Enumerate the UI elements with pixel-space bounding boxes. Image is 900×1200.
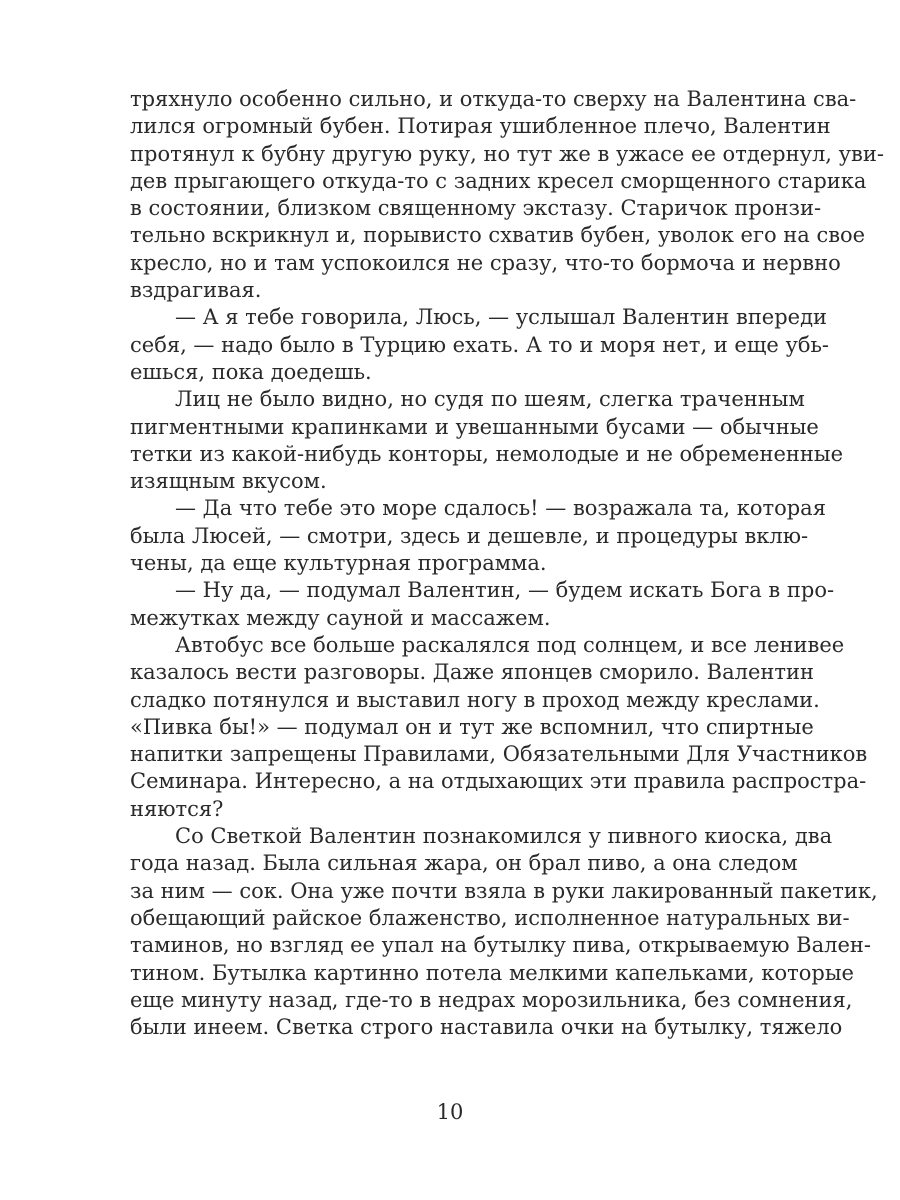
text-line: тельно вскрикнул и, порывисто схватив бубен, уволок его на свое — [130, 223, 866, 248]
text-line: дев прыгающего откуда-то с задних кресел сморщенного старика — [130, 168, 867, 193]
text-line: — Ну да, — подумал Валентин, — будем искать Бога в про- — [175, 578, 835, 603]
text-line: сладко потянулся и выставил ногу в проход между креслами. — [130, 687, 820, 712]
text-line: напитки запрещены Правилами, Обязательными Для Участников — [130, 742, 868, 767]
text-line: была Люсей, — смотри, здесь и дешевле, и процедуры вклю- — [130, 523, 809, 548]
paragraph — [130, 495, 826, 577]
text-line: тетки из какой-нибудь конторы, немолодые и не обремененные — [130, 441, 844, 466]
text-line: тином. Бутылка картинно потела мелкими капельками, которые — [130, 960, 854, 985]
text-line: «Пивка бы!» — подумал он и тут же вспомнил, что спиртные — [130, 714, 814, 739]
paragraph — [130, 823, 878, 1041]
text-line: протянул к бубну другую руку, но тут же в ужасе ее отдернул, уви- — [130, 141, 884, 166]
text-line: — А я тебе говорила, Люсь, — услышал Валентин впереди — [175, 305, 828, 330]
text-line: межутках между сауной и массажем. — [130, 605, 551, 630]
paragraph — [130, 577, 835, 632]
text-line: чены, да еще культурная программа. — [130, 551, 547, 576]
text-line: Автобус все больше раскалялся под солнцем, и все ленивее — [175, 632, 845, 657]
text-line: обещающий райское блаженство, исполненное натуральных ви- — [130, 905, 850, 930]
text-line: тряхнуло особенно сильно, и откуда-то сверху на Валентина сва- — [130, 87, 857, 111]
text-line: таминов, но взгляд ее упал на бутылку пива, открываемую Вален- — [130, 933, 871, 958]
text-line: были инеем. Светка строго наставила очки на бутылку, тяжело — [130, 1015, 843, 1040]
paragraph — [130, 86, 884, 304]
text-line: за ним — сок. Она уже почти взяла в руки лакированный пакетик, — [130, 878, 878, 903]
text-line: няются? — [130, 796, 224, 821]
text-line: себя, — надо было в Турцию ехать. А то и моря нет, и еще убь- — [130, 332, 830, 357]
paragraph — [130, 304, 830, 386]
paragraph — [130, 386, 844, 495]
paragraph — [130, 632, 868, 823]
text-line: пигментными крапинками и увешанными бусами — обычные — [130, 414, 819, 439]
text-line: изящным вкусом. — [130, 469, 327, 494]
page-number: 10 — [436, 1100, 464, 1124]
text-line: ешься, пока доедешь. — [130, 359, 372, 384]
text-line: еще минуту назад, где-то в недрах морозильника, без сомнения, — [130, 987, 853, 1012]
text-line: лился огромный бубен. Потирая ушибленное плечо, Валентин — [130, 114, 831, 139]
page-body — [130, 86, 884, 1041]
text-line: казалось вести разговоры. Даже японцев сморило. Валентин — [130, 660, 814, 685]
text-line: года назад. Была сильная жара, он брал пиво, а она следом — [130, 851, 798, 876]
text-line: Лиц не было видно, но судя по шеям, слегка траченным — [175, 387, 805, 412]
text-line: Семинара. Интересно, а на отдыхающих эти правила распростра- — [130, 769, 867, 794]
text-line: в состоянии, близком священному экстазу. Старичок пронзи- — [130, 196, 822, 221]
text-line: — Да что тебе это море сдалось! — возражала та, которая — [175, 496, 826, 521]
text-line: кресло, но и там успокоился не сразу, что-то бормоча и нервно — [130, 250, 841, 275]
text-line: вздрагивая. — [130, 278, 262, 303]
text-line: Со Светкой Валентин познакомился у пивного киоска, два — [175, 824, 833, 849]
